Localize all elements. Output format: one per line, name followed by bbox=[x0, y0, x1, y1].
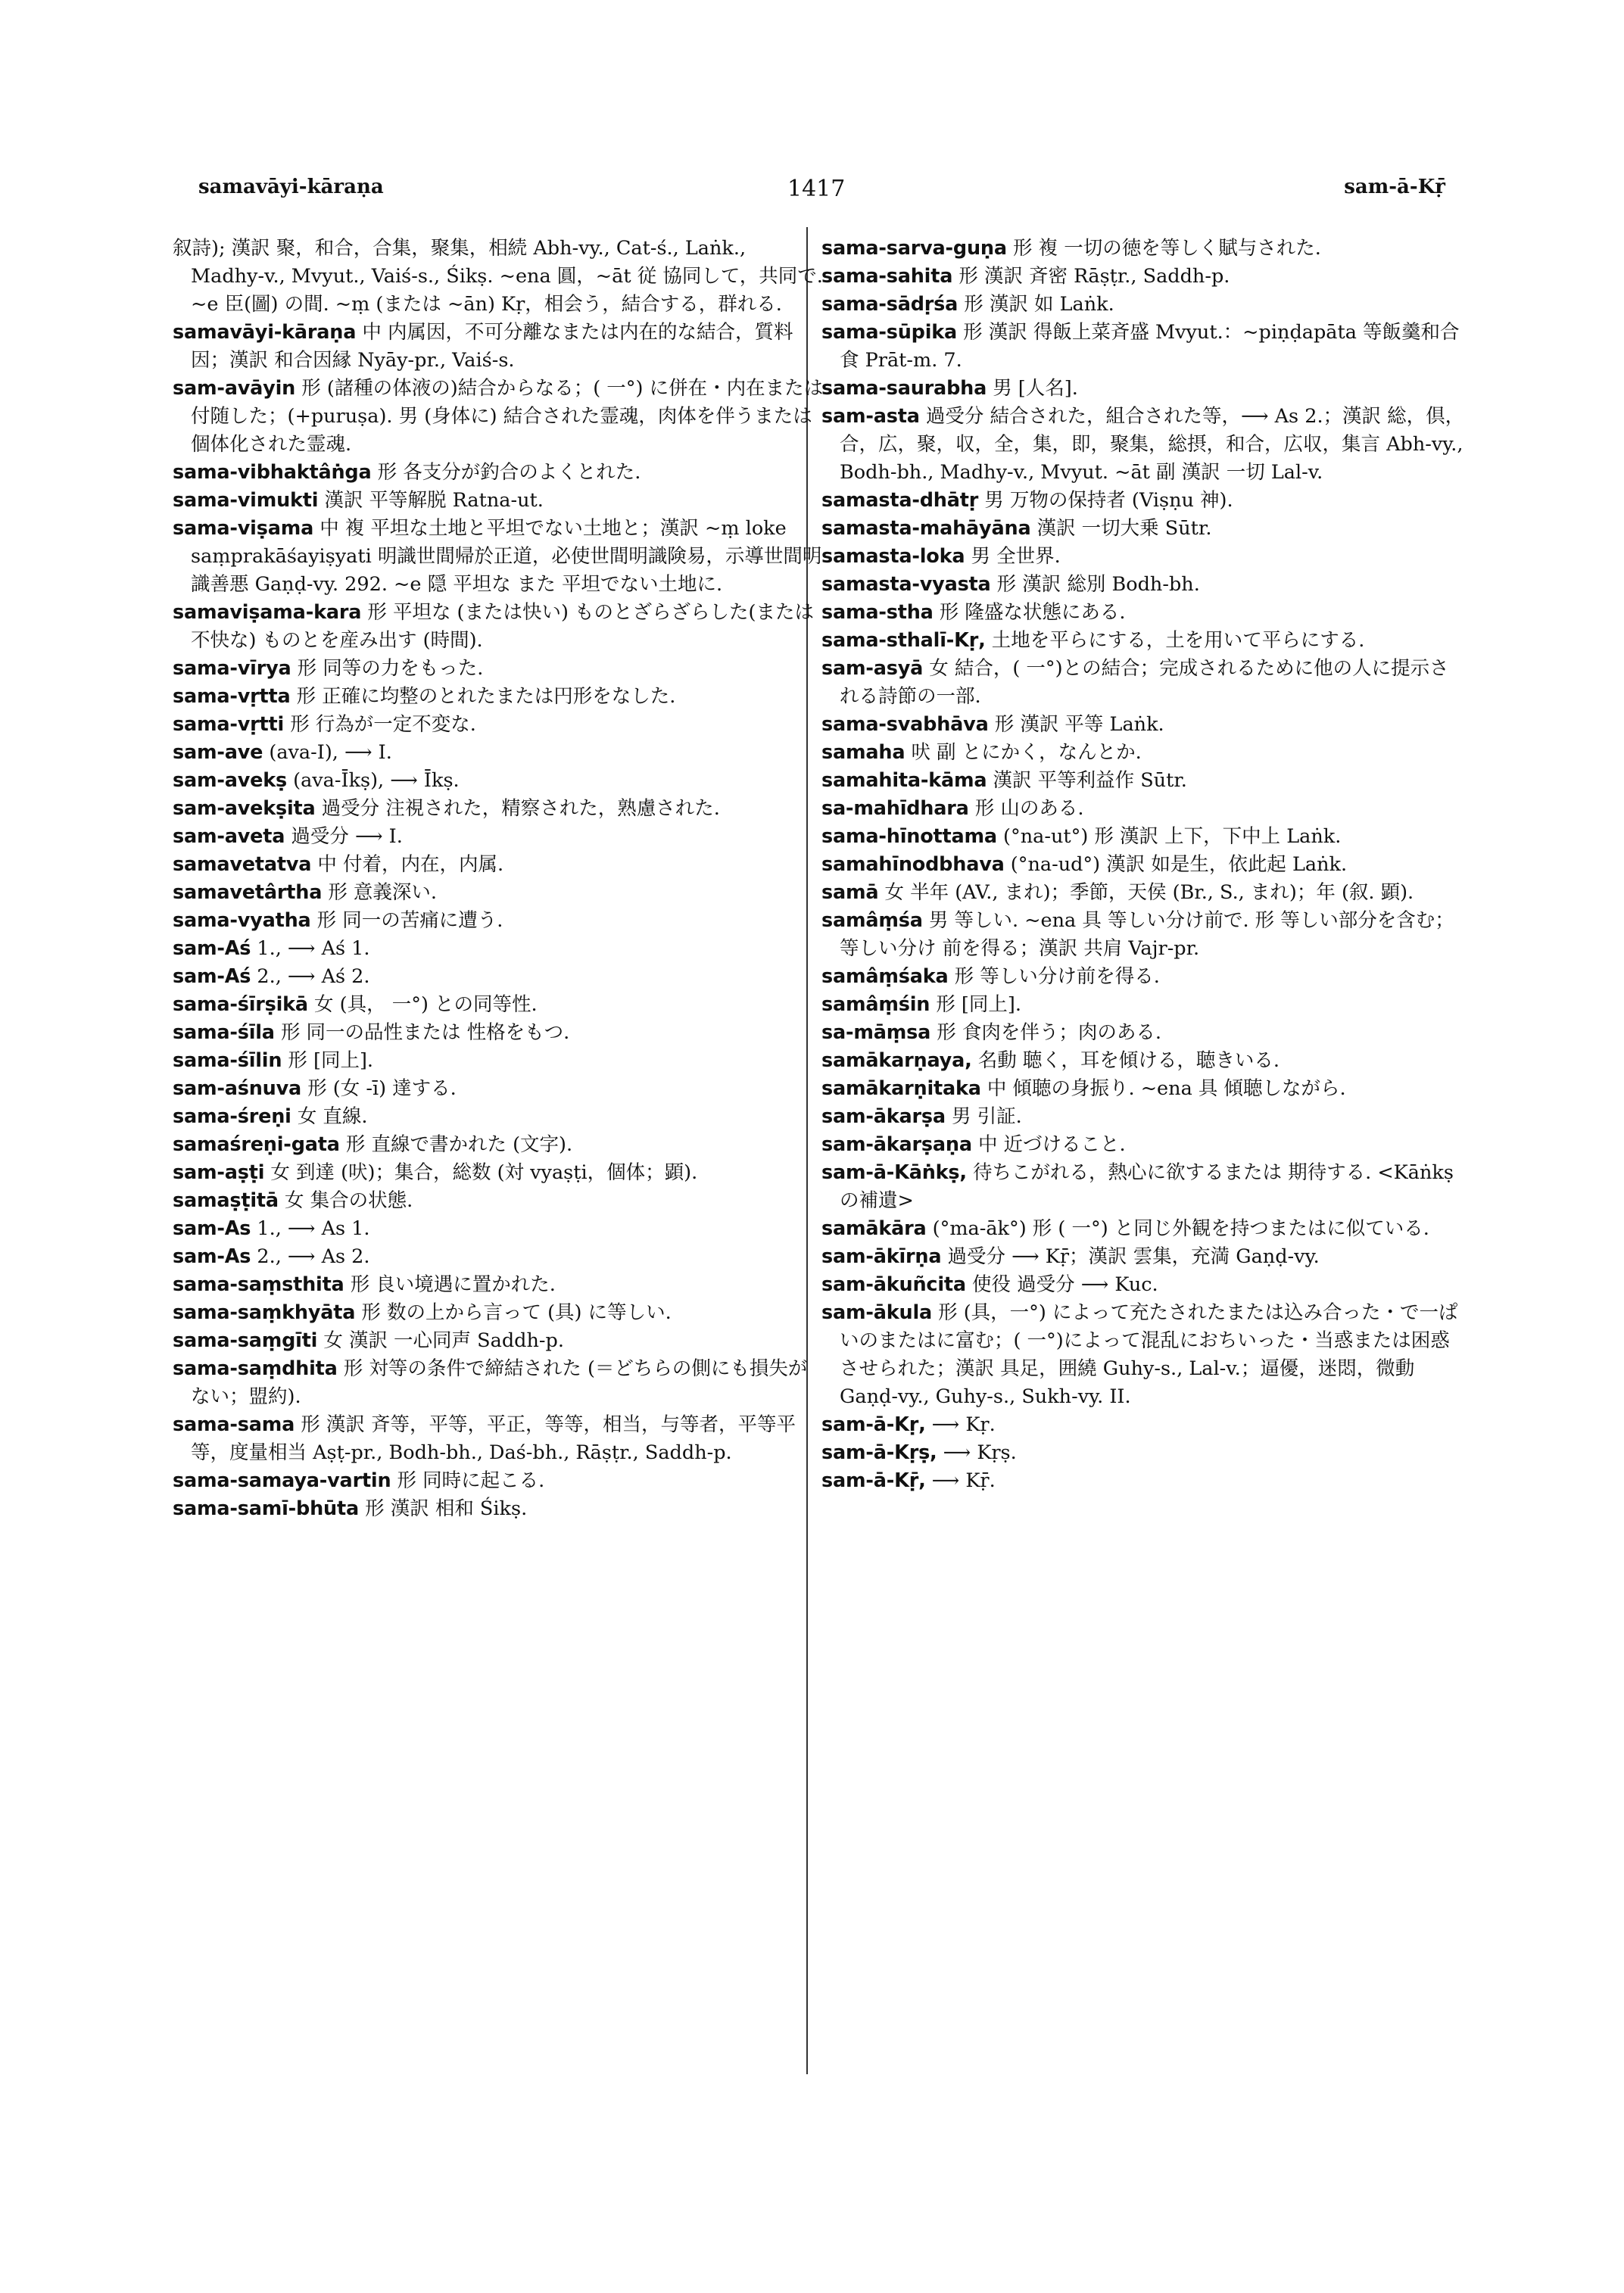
entry-headword: samavāyi-kāraṇa bbox=[173, 321, 357, 344]
entry-headword: sam-ākarṣaṇa bbox=[821, 1133, 972, 1156]
entry-headword: sam-ākuñcita bbox=[821, 1273, 966, 1296]
dictionary-entry bbox=[173, 1327, 824, 1355]
entry-definition: 形 意義深い. bbox=[328, 881, 438, 904]
entry-definition: 女 漢訳 一心同声 Saddh-p. bbox=[323, 1329, 564, 1352]
entry-headword: samākāra bbox=[821, 1217, 927, 1240]
entry-definition: 名動 聴く，耳を傾ける，聴きいる. bbox=[977, 1049, 1280, 1072]
page-number: 1417 bbox=[787, 176, 846, 202]
entry-definition: 形 同一の苦痛に遭う. bbox=[316, 909, 503, 932]
entry-definition: 形 漢訳 総別 Bodh-bh. bbox=[996, 573, 1200, 596]
entry-headword: samavetatva bbox=[173, 853, 312, 876]
dictionary-entry bbox=[173, 683, 824, 711]
running-head-left: samavāyi-kāraṇa bbox=[198, 176, 384, 198]
dictionary-entry bbox=[821, 599, 1465, 627]
entry-headword: sama-saṃdhita bbox=[173, 1357, 338, 1380]
entry-definition: 中 近づけること. bbox=[977, 1133, 1126, 1156]
dictionary-entry bbox=[821, 1019, 1465, 1047]
entry-definition: 形 (具，一°) によって充たされたまたは込み合った・で一ぱいのまたはに富む；( 一°)によって混乱におちいった・当惑または困惑させられた；漢訳 具足，囲繞 Guhy-s., Lal-v.；逼優，迷悶，微動 Gaṇḍ-vy., Guhy-s., Sukh-vy. II. bbox=[840, 1301, 1458, 1408]
dictionary-entry bbox=[173, 1411, 824, 1467]
entry-headword: sam-avekṣita bbox=[173, 797, 316, 820]
dictionary-entry bbox=[821, 1411, 1465, 1439]
entry-headword: sama-sarva-guṇa bbox=[821, 237, 1007, 260]
entry-definition: 1., ⟶ As 1. bbox=[257, 1217, 370, 1240]
dictionary-entry bbox=[173, 1467, 824, 1495]
dictionary-entry bbox=[821, 1215, 1465, 1243]
dictionary-entry bbox=[173, 655, 824, 683]
entry-definition: 男 万物の保持者 (Viṣṇu 神). bbox=[984, 489, 1233, 512]
entry-headword: sam-ākula bbox=[821, 1301, 933, 1324]
dictionary-entry bbox=[173, 1187, 824, 1215]
entry-definition: 形 (諸種の体液の)結合からなる；( 一°) に併在・内在または付随した；(+puruṣa). 男 (身体に) 結合された霊魂，肉体を伴うまたは個体化された霊魂. bbox=[191, 377, 824, 456]
left-column bbox=[173, 235, 824, 1523]
entry-headword: samahita-kāma bbox=[821, 769, 987, 792]
entry-headword: sam-avāyin bbox=[173, 377, 296, 400]
entry-definition: 形 正確に均整のとれたまたは円形をなした. bbox=[296, 685, 676, 708]
entry-definition: 中 傾聴の身振り. ~ena 具 傾聴しながら. bbox=[987, 1077, 1346, 1100]
entry-definition: 形 同時に起こる. bbox=[397, 1469, 545, 1492]
dictionary-entry bbox=[173, 1159, 824, 1187]
entry-headword: sam-ā-Kṝ, bbox=[821, 1469, 926, 1492]
entry-headword: sama-saurabha bbox=[821, 377, 987, 400]
entry-definition: ⟶ Kṝ. bbox=[931, 1469, 996, 1492]
entry-definition: 形 [同上]. bbox=[936, 993, 1021, 1016]
entry-definition: 形 複 一切の徳を等しく賦与された. bbox=[1013, 237, 1321, 260]
dictionary-entry bbox=[821, 1103, 1465, 1131]
entry-headword: sama-samaya-vartin bbox=[173, 1469, 391, 1492]
entry-headword: sama-vyatha bbox=[173, 909, 311, 932]
entry-definition: 形 数の上から言って (具) に等しい. bbox=[361, 1301, 672, 1324]
entry-definition: 形 漢訳 斉密 Rāṣṭr., Saddh-p. bbox=[959, 265, 1230, 288]
entry-definition: 過受分 結合された，組合された等，⟶ As 2.；漢訳 総，倶，合，広，聚，収，全，集，即，聚集，総摂，和合，広収，集言 Abh-vy., Bodh-bh., Madhy-v., Mvyut. ~āt 副 漢訳 一切 Lal-v. bbox=[840, 405, 1465, 484]
dictionary-entry bbox=[821, 963, 1465, 991]
entry-headword: samasta-vyasta bbox=[821, 573, 991, 596]
entry-headword: samaśreṇi-gata bbox=[173, 1133, 340, 1156]
entry-definition: 男 引証. bbox=[951, 1105, 1022, 1128]
dictionary-entry bbox=[821, 1159, 1465, 1215]
dictionary-entry bbox=[821, 515, 1465, 543]
dictionary-entry bbox=[821, 1131, 1465, 1159]
dictionary-entry bbox=[173, 1075, 824, 1103]
entry-headword: sama-viṣama bbox=[173, 517, 314, 540]
entry-headword: sama-śīlin bbox=[173, 1049, 282, 1072]
entry-definition: 形 漢訳 相和 Śikṣ. bbox=[365, 1497, 528, 1520]
entry-definition: 中 付着，内在，内属. bbox=[317, 853, 504, 876]
entry-headword: samahīnodbhava bbox=[821, 853, 1005, 876]
dictionary-entry bbox=[821, 1271, 1465, 1299]
entry-headword: samasta-mahāyāna bbox=[821, 517, 1031, 540]
entry-headword: samasta-dhātṛ bbox=[821, 489, 979, 512]
dictionary-entry bbox=[821, 739, 1465, 767]
entry-headword: sam-aveta bbox=[173, 825, 285, 848]
dictionary-entry bbox=[173, 1495, 824, 1523]
entry-definition: 男 等しい. ~ena 具 等しい分け前で. 形 等しい部分を含む；等しい分け 前を得る；漢訳 共肩 Vajr-pr. bbox=[840, 909, 1454, 960]
entry-definition: 形 食肉を伴う；肉のある. bbox=[937, 1021, 1161, 1044]
entry-definition: 形 等しい分け前を得る. bbox=[954, 965, 1160, 988]
dictionary-entry bbox=[821, 711, 1465, 739]
dictionary-entry bbox=[173, 935, 824, 963]
entry-definition: (°na-ut°) 形 漢訳 上下，下中上 Laṅk. bbox=[1003, 825, 1342, 848]
entry-headword: samasta-loka bbox=[821, 545, 965, 568]
dictionary-entry bbox=[821, 543, 1465, 571]
dictionary-entry bbox=[173, 235, 824, 319]
entry-headword: sama-sādṛśa bbox=[821, 293, 959, 316]
dictionary-entry bbox=[821, 375, 1465, 403]
entry-definition: 女 (具， 一°) との同等性. bbox=[314, 993, 538, 1016]
entry-headword: sam-aṣṭi bbox=[173, 1161, 265, 1184]
dictionary-entry bbox=[821, 1467, 1465, 1495]
dictionary-entry bbox=[173, 823, 824, 851]
dictionary-entry bbox=[821, 823, 1465, 851]
entry-definition: (°na-ud°) 漢訳 如是生，依此起 Laṅk. bbox=[1010, 853, 1348, 876]
entry-definition: (°ma-āk°) 形 ( 一°) と同じ外観を持つまたはに似ている. bbox=[932, 1217, 1429, 1240]
entry-definition: 漢訳 一切大乗 Sūtr. bbox=[1036, 517, 1212, 540]
dictionary-entry bbox=[173, 1271, 824, 1299]
entry-headword: samākarṇitaka bbox=[821, 1077, 981, 1100]
dictionary-entry bbox=[821, 1243, 1465, 1271]
dictionary-entry bbox=[821, 851, 1465, 879]
entry-headword: sam-Aś bbox=[173, 937, 251, 960]
right-column bbox=[821, 235, 1465, 1495]
entry-headword: samaviṣama-kara bbox=[173, 601, 362, 624]
dictionary-entry bbox=[821, 319, 1465, 375]
entry-definition: 2., ⟶ Aś 2. bbox=[257, 965, 370, 988]
entry-headword: sama-stha bbox=[821, 601, 934, 624]
entry-definition: 漢訳 平等解脱 Ratna-ut. bbox=[324, 489, 544, 512]
dictionary-entry bbox=[173, 851, 824, 879]
entry-definition: 形 隆盛な状態にある. bbox=[939, 601, 1126, 624]
dictionary-entry bbox=[173, 1299, 824, 1327]
entry-headword: sam-asyā bbox=[821, 657, 924, 680]
dictionary-entry bbox=[821, 291, 1465, 319]
entry-definition: 形 行為が一定不変な. bbox=[290, 713, 476, 736]
entry-headword: samâṃśa bbox=[821, 909, 923, 932]
entry-headword: sama-vīrya bbox=[173, 657, 291, 680]
entry-headword: samaha bbox=[821, 741, 906, 764]
entry-headword: sam-ave bbox=[173, 741, 263, 764]
entry-headword: sama-vibhaktâṅga bbox=[173, 461, 372, 484]
entry-definition: 中 複 平坦な土地と平坦でない土地と；漢訳 ~ṃ loke saṃprakāśayiṣyati 明識世間帰於正道，必使世間明識険易，示導世間明識善悪 Gaṇḍ-vy. 292. ~e 隠 平坦な また 平坦でない土地に. bbox=[191, 517, 822, 596]
entry-headword: samavetârtha bbox=[173, 881, 323, 904]
entry-definition: 1., ⟶ Aś 1. bbox=[257, 937, 370, 960]
dictionary-entry bbox=[821, 263, 1465, 291]
dictionary-entry bbox=[173, 319, 824, 375]
dictionary-entry bbox=[173, 907, 824, 935]
dictionary-entry bbox=[173, 1047, 824, 1075]
dictionary-entry bbox=[173, 1215, 824, 1243]
dictionary-entry bbox=[821, 795, 1465, 823]
entry-definition: 女 結合，( 一°)との結合；完成されるために他の人に提示される詩節の一部. bbox=[840, 657, 1449, 708]
entry-headword: samâṃśaka bbox=[821, 965, 949, 988]
entry-headword: sama-śīrṣikā bbox=[173, 993, 308, 1016]
dictionary-entry bbox=[173, 767, 824, 795]
entry-definition: (ava-I), ⟶ I. bbox=[269, 741, 392, 764]
dictionary-entry bbox=[821, 991, 1465, 1019]
dictionary-entry bbox=[173, 739, 824, 767]
entry-headword: sam-ākīrṇa bbox=[821, 1245, 942, 1268]
dictionary-entry bbox=[821, 1439, 1465, 1467]
dictionary-entry bbox=[173, 1019, 824, 1047]
dictionary-entry bbox=[173, 487, 824, 515]
entry-definition: 形 各支分が釣合のよくとれた. bbox=[377, 461, 641, 484]
entry-headword: sa-mahīdhara bbox=[821, 797, 969, 820]
running-head-right: sam-ā-Kṝ bbox=[1344, 176, 1445, 198]
entry-definition: 形 同一の品性または 性格をもつ. bbox=[280, 1021, 570, 1044]
dictionary-entry bbox=[173, 375, 824, 459]
entry-headword: samā bbox=[821, 881, 879, 904]
entry-headword: sama-hīnottama bbox=[821, 825, 997, 848]
entry-definition: 形 漢訳 平等 Laṅk. bbox=[994, 713, 1164, 736]
entry-headword: sam-aśnuva bbox=[173, 1077, 302, 1100]
entry-headword: sama-sama bbox=[173, 1413, 295, 1436]
entry-headword: sa-māṃsa bbox=[821, 1021, 931, 1044]
dictionary-entry bbox=[821, 907, 1465, 963]
dictionary-entry bbox=[173, 459, 824, 487]
entry-headword: sama-saṃkhyāta bbox=[173, 1301, 356, 1324]
entry-definition: 2., ⟶ As 2. bbox=[257, 1245, 370, 1268]
dictionary-entry bbox=[173, 1243, 824, 1271]
entry-definition: 使役 過受分 ⟶ Kuc. bbox=[971, 1273, 1158, 1296]
entry-definition: 中 内属因，不可分離なまたは内在的な結合，質料因；漢訳 和合因縁 Nyāy-pr., Vaiś-s. bbox=[191, 321, 793, 372]
entry-definition: 土地を平らにする，土を用いて平らにする. bbox=[991, 629, 1365, 652]
dictionary-entry bbox=[821, 1075, 1465, 1103]
dictionary-entry bbox=[821, 403, 1465, 487]
entry-definition: 形 山のある. bbox=[974, 797, 1084, 820]
entry-definition: 形 漢訳 如 Laṅk. bbox=[964, 293, 1114, 316]
entry-headword: sama-sthalī-Kṛ, bbox=[821, 629, 986, 652]
entry-definition: 過受分 ⟶ I. bbox=[291, 825, 403, 848]
entry-headword: samākarṇaya, bbox=[821, 1049, 972, 1072]
entry-headword: samaṣṭitā bbox=[173, 1189, 279, 1212]
dictionary-entry bbox=[173, 795, 824, 823]
dictionary-entry bbox=[173, 991, 824, 1019]
entry-definition: 形 同等の力をもった. bbox=[297, 657, 484, 680]
dictionary-entry bbox=[821, 1047, 1465, 1075]
entry-headword: sam-ā-Kṛ, bbox=[821, 1413, 926, 1436]
entry-headword: sama-sahita bbox=[821, 265, 953, 288]
entry-definition: 男 全世界. bbox=[971, 545, 1061, 568]
entry-definition: 形 (女 -ī) 達する. bbox=[307, 1077, 457, 1100]
entry-definition: 叙詩); 漢訳 聚，和合，合集，聚集，相続 Abh-vy., Cat-ś., Laṅk., Madhy-v., Mvyut., Vaiś-s., Śikṣ. ~ena 圓，~āt 従 協同して，共同で. ~e 臣(圖) の間. ~ṃ (または ~ān) Kṛ，相会う，結合する，群れる. bbox=[173, 237, 823, 316]
entry-definition: 形 漢訳 得飯上菜斉盛 Mvyut.：~piṇḍapāta 等飯羹和合食 Prāt-m. 7. bbox=[840, 321, 1460, 372]
entry-headword: sama-vṛtta bbox=[173, 685, 291, 708]
entry-definition: 女 到達 (吠)；集合，総数 (対 vyaṣṭi，個体；顕). bbox=[270, 1161, 698, 1184]
entry-definition: 女 半年 (AV., まれ)；季節，天侯 (Br., S., まれ)；年 (叙. 顕). bbox=[884, 881, 1414, 904]
dictionary-entry bbox=[173, 1103, 824, 1131]
entry-definition: 形 平坦な (または快い) ものとざらざらした(または不快な) ものとを産み出す (時間). bbox=[191, 601, 815, 652]
dictionary-entry bbox=[821, 627, 1465, 655]
entry-headword: sam-As bbox=[173, 1245, 251, 1268]
entry-headword: sama-sūpika bbox=[821, 321, 958, 344]
dictionary-entry bbox=[821, 655, 1465, 711]
entry-definition: 過受分 注視された，精察された，熟慮された. bbox=[321, 797, 720, 820]
dictionary-entry bbox=[173, 1355, 824, 1411]
dictionary-entry bbox=[173, 1131, 824, 1159]
dictionary-entry bbox=[821, 879, 1465, 907]
entry-headword: sama-svabhāva bbox=[821, 713, 989, 736]
entry-definition: 吠 副 とにかく，なんとか. bbox=[911, 741, 1142, 764]
entry-definition: (ava-Īkṣ), ⟶ Īkṣ. bbox=[293, 769, 460, 792]
entry-definition: 漢訳 平等利益作 Sūtr. bbox=[993, 769, 1187, 792]
dictionary-entry bbox=[821, 235, 1465, 263]
entry-headword: sam-Aś bbox=[173, 965, 251, 988]
entry-definition: 過受分 ⟶ Kṝ；漢訳 雲集，充満 Gaṇḍ-vy. bbox=[947, 1245, 1320, 1268]
entry-headword: samâṃśin bbox=[821, 993, 930, 1016]
entry-definition: 形 対等の条件で締結された (＝どちらの側にも損失がない；盟約). bbox=[191, 1357, 808, 1408]
entry-headword: sama-śīla bbox=[173, 1021, 275, 1044]
entry-headword: sama-vimukti bbox=[173, 489, 319, 512]
entry-definition: 女 集合の状態. bbox=[284, 1189, 413, 1212]
entry-headword: sam-ā-Kṛṣ, bbox=[821, 1441, 937, 1464]
dictionary-entry bbox=[173, 963, 824, 991]
entry-headword: sam-asta bbox=[821, 405, 920, 428]
entry-definition: 男 [人名]. bbox=[993, 377, 1078, 400]
entry-definition: 形 良い境遇に置かれた. bbox=[350, 1273, 556, 1296]
entry-definition: 女 直線. bbox=[297, 1105, 368, 1128]
entry-definition: 形 [同上]. bbox=[288, 1049, 374, 1072]
dictionary-entry bbox=[821, 1299, 1465, 1411]
entry-definition: 形 漢訳 斉等，平等，平正，等等，相当，与等者，平等平等，度量相当 Aṣṭ-pr., Bodh-bh., Daś-bh., Rāṣṭr., Saddh-p. bbox=[191, 1413, 796, 1464]
dictionary-entry bbox=[821, 487, 1465, 515]
entry-definition: 形 直線で書かれた (文字). bbox=[345, 1133, 573, 1156]
dictionary-entry bbox=[821, 571, 1465, 599]
entry-headword: sam-As bbox=[173, 1217, 251, 1240]
entry-headword: sama-saṃsthita bbox=[173, 1273, 344, 1296]
entry-headword: sama-śreṇi bbox=[173, 1105, 291, 1128]
dictionary-entry bbox=[821, 767, 1465, 795]
entry-headword: sam-avekṣ bbox=[173, 769, 288, 792]
dictionary-entry bbox=[173, 879, 824, 907]
entry-headword: sama-samī-bhūta bbox=[173, 1497, 359, 1520]
entry-definition: 待ちこがれる，熱心に欲するまたは 期待する. <Kāṅkṣ の補遺> bbox=[840, 1161, 1454, 1212]
entry-definition: ⟶ Kṛṣ. bbox=[943, 1441, 1017, 1464]
dictionary-entry bbox=[173, 711, 824, 739]
entry-definition: ⟶ Kṛ. bbox=[931, 1413, 996, 1436]
dictionary-entry bbox=[173, 515, 824, 599]
entry-headword: sama-vṛtti bbox=[173, 713, 285, 736]
entry-headword: sam-ā-Kāṅkṣ, bbox=[821, 1161, 967, 1184]
dictionary-entry bbox=[173, 599, 824, 655]
entry-headword: sam-ākarṣa bbox=[821, 1105, 946, 1128]
entry-headword: sama-saṃgīti bbox=[173, 1329, 318, 1352]
